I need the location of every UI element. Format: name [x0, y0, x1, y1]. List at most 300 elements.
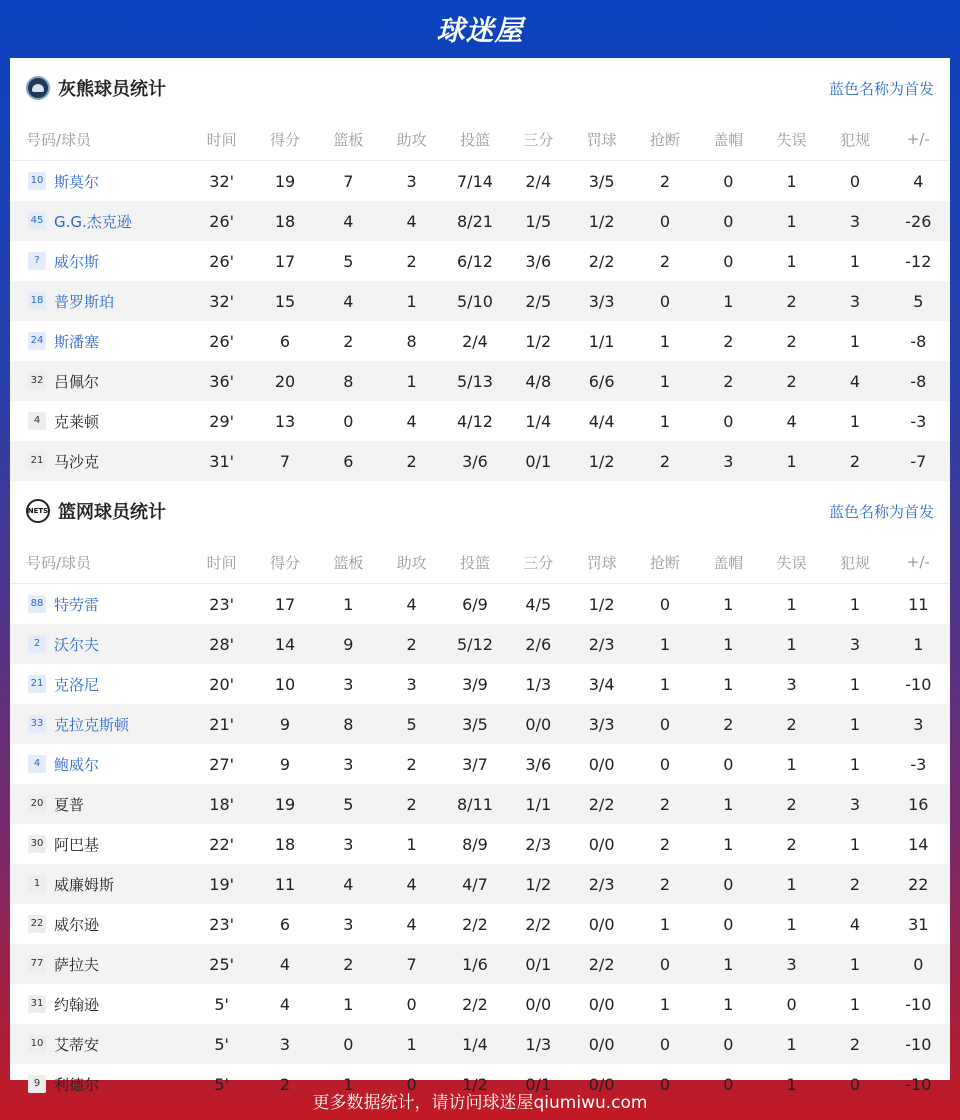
jersey-number-badge: 24	[28, 332, 46, 350]
player-name: 特劳雷	[54, 595, 100, 614]
stat-ast: 4	[406, 594, 417, 614]
stat-stl: 1	[659, 331, 671, 351]
stat-stl: 2	[659, 251, 671, 271]
stat-tov: 1	[760, 624, 823, 664]
stat-ft: 1/1	[588, 331, 615, 351]
stat-fg: 3/9	[462, 674, 488, 694]
table-row	[10, 704, 950, 744]
stat-ast: 4	[406, 914, 417, 934]
table-row	[10, 624, 950, 664]
stat-stl: 2	[633, 784, 696, 824]
stat-pm: -8	[887, 361, 950, 401]
stat-ast: 0	[406, 994, 417, 1014]
column-header-player: 号码/球员	[10, 118, 190, 161]
stat-ft: 4/4	[588, 411, 615, 431]
stat-pm: 16	[887, 784, 950, 824]
stat-stl: 1	[659, 994, 671, 1014]
stat-tov: 2	[760, 784, 823, 824]
stat-ft: 0/0	[588, 914, 615, 934]
stat-reb: 7	[343, 171, 354, 191]
stat-tov: 4	[786, 411, 797, 431]
stat-pts: 6	[279, 914, 291, 934]
stat-ft: 0/0	[588, 994, 615, 1014]
stat-3p: 2/4	[525, 171, 552, 191]
stat-reb: 3	[343, 754, 354, 774]
stat-time: 23'	[209, 594, 235, 614]
player-name: 利德尔	[54, 1075, 100, 1094]
stat-tov: 2	[760, 704, 823, 744]
column-header-player: 号码/球员	[10, 541, 190, 584]
stat-time: 26'	[209, 251, 235, 271]
stat-reb: 3	[343, 914, 354, 934]
stat-pm: 0	[887, 944, 950, 984]
stat-reb: 2	[343, 331, 354, 351]
jersey-number-badge: 32	[28, 372, 46, 390]
stat-tov: 2	[786, 331, 797, 351]
stat-pf: 0	[849, 171, 861, 191]
stat-ft: 0/0	[570, 1024, 633, 1064]
player-name: G.G.杰克逊	[54, 212, 132, 231]
stat-reb: 2	[317, 944, 380, 984]
grizzlies-logo-icon	[26, 76, 50, 100]
stat-ast: 3	[406, 171, 417, 191]
stat-pm: -7	[887, 441, 950, 481]
jersey-number-badge: 30	[28, 835, 46, 853]
player-cell	[10, 904, 190, 944]
stat-fg: 3/5	[443, 704, 506, 744]
stat-3p: 0/0	[525, 994, 552, 1014]
stat-fg: 2/2	[462, 994, 488, 1014]
stat-reb: 3	[343, 834, 354, 854]
stat-fg: 5/12	[443, 624, 506, 664]
player-name: 吕佩尔	[54, 372, 100, 391]
stat-blk: 0	[723, 754, 734, 774]
stat-time: 18'	[190, 784, 253, 824]
stat-blk: 2	[697, 361, 760, 401]
stat-tov: 1	[786, 1074, 797, 1094]
stat-pts: 18	[253, 201, 316, 241]
stat-fg: 3/6	[443, 441, 506, 481]
stat-reb: 3	[343, 674, 354, 694]
stat-stl: 0	[659, 594, 671, 614]
stat-time: 26'	[190, 201, 253, 241]
column-header-fg: 投篮	[443, 118, 506, 161]
stat-ast: 7	[380, 944, 443, 984]
player-cell	[10, 984, 190, 1024]
stat-ast: 2	[406, 754, 417, 774]
stat-blk: 1	[723, 674, 734, 694]
stat-reb: 1	[343, 994, 354, 1014]
column-header-pts: 得分	[253, 118, 316, 161]
stat-pts: 17	[274, 251, 296, 271]
stat-reb: 4	[317, 864, 380, 904]
stat-blk: 1	[697, 784, 760, 824]
section-header	[10, 58, 950, 118]
player-name: 克拉克斯顿	[54, 715, 130, 734]
player-cell	[10, 584, 190, 625]
player-cell	[10, 1024, 190, 1064]
column-header-pf: 犯规	[823, 118, 886, 161]
player-cell	[10, 664, 190, 704]
table-row	[10, 584, 950, 625]
stat-stl: 1	[659, 674, 671, 694]
stat-pts: 20	[253, 361, 316, 401]
column-header-blk: 盖帽	[697, 541, 760, 584]
stat-time: 36'	[190, 361, 253, 401]
stat-ft: 2/2	[570, 784, 633, 824]
table-row	[10, 401, 950, 441]
stat-pf: 1	[849, 331, 861, 351]
player-name: 克莱顿	[54, 412, 100, 431]
column-header-stl: 抢断	[633, 118, 696, 161]
player-name: 克洛尼	[54, 675, 100, 694]
stat-fg: 8/9	[462, 834, 488, 854]
team-section	[10, 481, 950, 1104]
player-name: 萨拉夫	[54, 955, 100, 974]
stat-fg: 4/7	[443, 864, 506, 904]
stat-time: 27'	[209, 754, 235, 774]
stat-pts: 6	[279, 331, 291, 351]
stat-tov: 1	[786, 251, 797, 271]
stat-pts: 10	[274, 674, 296, 694]
table-row	[10, 281, 950, 321]
stat-ft: 3/5	[588, 171, 615, 191]
stat-fg: 7/14	[457, 171, 493, 191]
stat-pts: 7	[253, 441, 316, 481]
stat-blk: 0	[723, 411, 734, 431]
player-name: 约翰逊	[54, 995, 100, 1014]
stat-time: 31'	[190, 441, 253, 481]
stat-3p: 4/8	[507, 361, 570, 401]
player-cell	[10, 744, 190, 784]
stat-time: 26'	[209, 331, 235, 351]
stat-reb: 6	[317, 441, 380, 481]
table-row	[10, 784, 950, 824]
stat-3p: 3/6	[525, 251, 552, 271]
jersey-number-badge: ?	[28, 252, 46, 270]
stat-tov: 3	[760, 944, 823, 984]
column-header-tov: 失误	[760, 118, 823, 161]
stat-pf: 2	[823, 1024, 886, 1064]
stat-3p: 4/5	[525, 594, 552, 614]
stat-pts: 19	[253, 784, 316, 824]
footer-text: 更多数据统计，请访问球迷屋qiumiwu.com	[312, 1092, 648, 1113]
stat-stl: 1	[633, 361, 696, 401]
stat-ast: 1	[406, 834, 417, 854]
player-cell	[10, 161, 190, 202]
column-header-tov: 失误	[760, 541, 823, 584]
player-name: 普罗斯珀	[54, 292, 115, 311]
stat-3p: 1/5	[507, 201, 570, 241]
player-cell	[10, 201, 190, 241]
stat-ast: 4	[380, 864, 443, 904]
stat-time: 32'	[209, 171, 235, 191]
stat-3p: 1/2	[525, 331, 552, 351]
stat-pf: 1	[823, 704, 886, 744]
stat-blk: 1	[723, 594, 734, 614]
stat-blk: 0	[697, 864, 760, 904]
stat-pts: 13	[274, 411, 296, 431]
column-header-ast: 助攻	[380, 541, 443, 584]
player-name: 鲍威尔	[54, 755, 100, 774]
stat-blk: 1	[697, 624, 760, 664]
player-name: 斯莫尔	[54, 172, 100, 191]
stat-3p: 1/3	[507, 1024, 570, 1064]
stat-time: 21'	[190, 704, 253, 744]
stat-fg: 2/4	[462, 331, 488, 351]
column-header-pm: +/-	[887, 541, 950, 584]
jersey-number-badge: 2	[28, 635, 46, 653]
stat-pf: 3	[823, 281, 886, 321]
stat-pm: -8	[910, 331, 927, 351]
column-header-pm: +/-	[887, 118, 950, 161]
stat-pts: 4	[279, 994, 291, 1014]
table-row	[10, 241, 950, 281]
stat-blk: 1	[723, 834, 734, 854]
stat-pm: 1	[887, 624, 950, 664]
stat-pf: 1	[849, 411, 861, 431]
stat-blk: 2	[697, 704, 760, 744]
player-name: 艾蒂安	[54, 1035, 100, 1054]
column-header-blk: 盖帽	[697, 118, 760, 161]
jersey-number-badge: 21	[28, 452, 46, 470]
jersey-number-badge: 22	[28, 915, 46, 933]
jersey-number-badge: 20	[28, 795, 46, 813]
stat-pts: 11	[253, 864, 316, 904]
column-header-3p: 三分	[507, 118, 570, 161]
player-cell	[10, 401, 190, 441]
table-row	[10, 824, 950, 864]
stat-3p: 0/1	[507, 944, 570, 984]
table-row	[10, 904, 950, 944]
player-cell	[10, 864, 190, 904]
player-cell	[10, 624, 190, 664]
stat-time: 5'	[214, 1074, 229, 1094]
table-row	[10, 744, 950, 784]
stat-ast: 5	[380, 704, 443, 744]
stat-pf: 2	[823, 441, 886, 481]
player-name: 威尔斯	[54, 252, 100, 271]
player-cell	[10, 824, 190, 864]
stat-reb: 1	[343, 594, 354, 614]
column-header-time: 时间	[190, 541, 253, 584]
jersey-number-badge: 10	[28, 172, 46, 190]
stat-pf: 2	[823, 864, 886, 904]
stat-3p: 1/2	[507, 864, 570, 904]
stat-pf: 1	[849, 834, 861, 854]
stat-pm: 11	[908, 594, 929, 614]
stat-blk: 0	[723, 914, 734, 934]
section-title: 灰熊球员统计	[58, 79, 166, 100]
stat-time: 25'	[190, 944, 253, 984]
nets-logo-icon: NETS	[26, 499, 50, 523]
stat-3p: 1/1	[507, 784, 570, 824]
stat-time: 5'	[214, 994, 229, 1014]
stat-reb: 4	[317, 281, 380, 321]
stat-time: 32'	[190, 281, 253, 321]
table-row	[10, 361, 950, 401]
stat-ast: 3	[406, 674, 417, 694]
jersey-number-badge: 21	[28, 675, 46, 693]
stat-fg: 6/12	[457, 251, 493, 271]
stat-ft: 1/2	[570, 441, 633, 481]
jersey-number-badge: 88	[28, 595, 46, 613]
column-header-ft: 罚球	[570, 541, 633, 584]
stat-reb: 4	[317, 201, 380, 241]
stat-pf: 3	[823, 624, 886, 664]
player-name: 阿巴基	[54, 835, 100, 854]
stat-stl: 2	[659, 171, 671, 191]
table-row	[10, 984, 950, 1024]
stat-blk: 0	[723, 171, 734, 191]
jersey-number-badge: 4	[28, 412, 46, 430]
stat-ast: 1	[380, 281, 443, 321]
column-header-ft: 罚球	[570, 118, 633, 161]
column-header-reb: 篮板	[317, 541, 380, 584]
player-name: 威尔逊	[54, 915, 100, 934]
stat-stl: 2	[633, 441, 696, 481]
stat-pm: -10	[905, 994, 932, 1014]
player-stats-table	[10, 118, 950, 481]
stat-tov: 1	[786, 754, 797, 774]
stat-pm: -12	[905, 251, 932, 271]
stat-ft: 1/2	[588, 594, 615, 614]
stat-pm: -3	[910, 754, 927, 774]
stat-time: 22'	[209, 834, 235, 854]
jersey-number-badge: 4	[28, 755, 46, 773]
stat-stl: 0	[659, 754, 671, 774]
stat-pf: 1	[849, 674, 861, 694]
stat-pts: 18	[274, 834, 296, 854]
stat-stl: 0	[633, 704, 696, 744]
jersey-number-badge: 33	[28, 715, 46, 733]
stat-tov: 2	[786, 834, 797, 854]
stat-pm: 4	[913, 171, 924, 191]
stat-reb: 0	[343, 411, 354, 431]
stat-3p: 2/5	[507, 281, 570, 321]
stat-pf: 4	[823, 361, 886, 401]
stat-tov: 1	[786, 914, 797, 934]
stat-tov: 1	[786, 594, 797, 614]
stat-stl: 0	[633, 201, 696, 241]
stat-fg: 1/4	[443, 1024, 506, 1064]
stat-ft: 2/3	[570, 864, 633, 904]
stat-3p: 3/6	[525, 754, 552, 774]
table-row	[10, 441, 950, 481]
table-row	[10, 664, 950, 704]
stat-stl: 1	[659, 411, 671, 431]
stat-ft: 2/3	[570, 624, 633, 664]
stat-reb: 0	[317, 1024, 380, 1064]
column-header-pf: 犯规	[823, 541, 886, 584]
player-cell	[10, 281, 190, 321]
stat-3p: 1/3	[525, 674, 552, 694]
stat-pf: 1	[849, 994, 861, 1014]
stat-pts: 9	[253, 704, 316, 744]
team-section	[10, 58, 950, 481]
table-row	[10, 201, 950, 241]
brand-logo: 球迷屋	[436, 14, 524, 47]
stat-ast: 8	[406, 331, 417, 351]
column-header-pts: 得分	[253, 541, 316, 584]
stat-tov: 2	[760, 361, 823, 401]
stat-3p: 0/0	[507, 704, 570, 744]
stat-pf: 1	[823, 944, 886, 984]
stat-pm: 5	[887, 281, 950, 321]
stat-ast: 0	[406, 1074, 417, 1094]
stat-pm: -10	[905, 674, 932, 694]
player-name: 夏普	[54, 795, 85, 814]
stat-reb: 5	[343, 251, 354, 271]
player-cell	[10, 704, 190, 744]
stat-blk: 1	[697, 944, 760, 984]
column-header-ast: 助攻	[380, 118, 443, 161]
player-cell	[10, 441, 190, 481]
player-stats-table	[10, 541, 950, 1104]
player-name: 威廉姆斯	[54, 875, 115, 894]
stat-reb: 1	[343, 1074, 354, 1094]
jersey-number-badge: 45	[28, 212, 46, 230]
stat-time: 19'	[190, 864, 253, 904]
stat-blk: 0	[697, 1024, 760, 1064]
stat-stl: 1	[659, 914, 671, 934]
stat-blk: 0	[723, 251, 734, 271]
stat-ast: 2	[380, 784, 443, 824]
stat-pm: 14	[908, 834, 929, 854]
stat-ast: 2	[380, 624, 443, 664]
starter-legend-note: 蓝色名称为首发	[828, 502, 934, 521]
stat-reb: 9	[317, 624, 380, 664]
stat-tov: 3	[786, 674, 797, 694]
table-row	[10, 864, 950, 904]
stat-pf: 3	[823, 784, 886, 824]
stat-blk: 1	[723, 994, 734, 1014]
table-row	[10, 161, 950, 202]
stat-reb: 8	[317, 704, 380, 744]
player-cell	[10, 321, 190, 361]
stat-tov: 1	[786, 171, 797, 191]
stat-blk: 3	[697, 441, 760, 481]
stat-pf: 1	[849, 251, 861, 271]
stat-ast: 2	[406, 251, 417, 271]
stat-pf: 0	[849, 1074, 861, 1094]
stat-stl: 0	[659, 1074, 671, 1094]
stat-fg: 1/6	[443, 944, 506, 984]
stat-tov: 2	[760, 281, 823, 321]
stat-3p: 2/6	[507, 624, 570, 664]
stat-pts: 17	[274, 594, 296, 614]
player-cell	[10, 944, 190, 984]
stat-pm: -10	[905, 1074, 932, 1094]
jersey-number-badge: 77	[28, 955, 46, 973]
table-row	[10, 944, 950, 984]
jersey-number-badge: 1	[28, 875, 46, 893]
stat-ast: 4	[380, 201, 443, 241]
stat-fg: 8/11	[443, 784, 506, 824]
jersey-number-badge: 31	[28, 995, 46, 1013]
stat-3p: 2/3	[525, 834, 552, 854]
starter-legend-note: 蓝色名称为首发	[828, 79, 934, 98]
stat-ft: 2/2	[570, 944, 633, 984]
stat-pts: 14	[253, 624, 316, 664]
column-header-time: 时间	[190, 118, 253, 161]
player-cell	[10, 361, 190, 401]
stat-pts: 19	[274, 171, 296, 191]
stat-fg: 3/7	[462, 754, 488, 774]
stat-fg: 5/13	[443, 361, 506, 401]
player-cell	[10, 784, 190, 824]
stat-stl: 0	[633, 281, 696, 321]
